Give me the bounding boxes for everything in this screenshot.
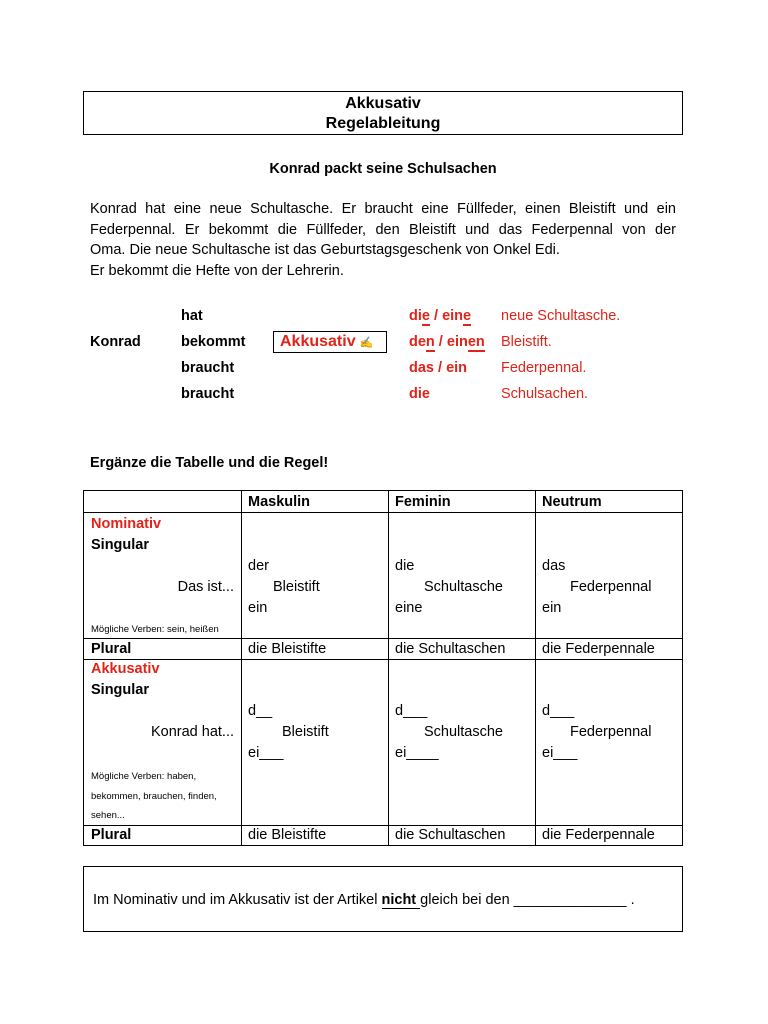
nominativ-singular-label: Singular xyxy=(91,537,150,553)
header-maskulin: Maskulin xyxy=(248,494,311,510)
example-article-2: den / einen xyxy=(409,334,485,350)
nom-plural-fem: die Schultaschen xyxy=(395,641,506,657)
akkusativ-label: Akkusativ xyxy=(91,661,160,677)
akk-mask-noun: Bleistift xyxy=(282,724,329,740)
header-feminin: Feminin xyxy=(395,494,451,510)
example-article-4: die xyxy=(409,386,430,402)
akkusativ-verbs-hint-3: sehen... xyxy=(91,810,125,821)
akk-plural-neut: die Federpennale xyxy=(542,827,655,843)
rule-box xyxy=(83,866,683,932)
example-object-4: Schulsachen. xyxy=(501,386,589,402)
nom-neut-def: das xyxy=(542,558,566,574)
nominativ-prompt: Das ist... xyxy=(177,579,234,595)
akk-fem-def-blank[interactable]: d___ xyxy=(395,703,428,719)
title-line-2: Regelableitung xyxy=(325,115,441,132)
nom-fem-noun: Schultasche xyxy=(424,579,503,595)
nom-plural-mask: die Bleistifte xyxy=(248,641,327,657)
example-subject: Konrad xyxy=(90,334,141,350)
nom-neut-indef: ein xyxy=(542,600,562,616)
akk-fem-noun: Schultasche xyxy=(424,724,503,740)
rule-text-before: Im Nominativ und im Akkusativ ist der Artikel xyxy=(93,892,382,908)
paragraph-line-1: Konrad hat eine neue Schultasche. Er braucht eine Füllfeder, einen Bleistift und ein xyxy=(90,201,676,217)
nom-mask-noun: Bleistift xyxy=(273,579,320,595)
example-article-3: das / ein xyxy=(409,360,468,376)
paragraph-line-2: Federpennal. Er bekommt die Füllfeder, den Bleistift und das Federpennal von der xyxy=(90,221,676,238)
akkusativ-label-box xyxy=(273,331,387,353)
subtitle: Konrad packt seine Schulsachen xyxy=(269,161,497,177)
paragraph-line-4: Er bekommt die Hefte von der Lehrerin. xyxy=(90,262,344,279)
title-box xyxy=(83,91,683,135)
nom-mask-indef: ein xyxy=(248,600,268,616)
akk-fem-indef-blank[interactable]: ei____ xyxy=(395,745,439,761)
example-article-1: die / eine xyxy=(409,308,472,324)
akkusativ-singular-label: Singular xyxy=(91,682,150,698)
akk-mask-indef-blank[interactable]: ei___ xyxy=(248,745,284,761)
akk-plural-label: Plural xyxy=(91,827,132,843)
akkusativ-verbs-hint-2: bekommen, brauchen, finden, xyxy=(91,791,217,802)
example-object-2: Bleistift. xyxy=(501,334,552,350)
example-object-3: Federpennal. xyxy=(501,360,587,376)
example-object-1: neue Schultasche. xyxy=(501,308,621,324)
nom-fem-indef: eine xyxy=(395,600,423,616)
akkusativ-verbs-hint-1: Mögliche Verben: haben, xyxy=(91,771,197,782)
nominativ-verbs-hint: Mögliche Verben: sein, heißen xyxy=(91,624,219,635)
example-verb-3: braucht xyxy=(181,360,235,376)
pen-icon: ✍ xyxy=(359,337,374,349)
nom-neut-noun: Federpennal xyxy=(570,579,652,595)
declension-table xyxy=(83,490,683,846)
nom-plural-label: Plural xyxy=(91,641,132,657)
example-verb-2: bekommt xyxy=(181,334,246,350)
example-verb-4: braucht xyxy=(181,386,235,402)
nom-plural-neut: die Federpennale xyxy=(542,641,655,657)
akk-mask-def-blank[interactable]: d__ xyxy=(248,703,273,719)
example-verb-1: hat xyxy=(181,308,203,324)
nom-fem-def: die xyxy=(395,558,415,574)
nom-mask-def: der xyxy=(248,558,269,574)
header-neutrum: Neutrum xyxy=(542,494,602,510)
akk-neut-noun: Federpennal xyxy=(570,724,652,740)
rule-emphasis: nicht xyxy=(381,892,421,908)
akkusativ-label: Akkusativ xyxy=(280,333,356,350)
akkusativ-prompt: Konrad hat... xyxy=(150,724,234,740)
akk-plural-mask: die Bleistifte xyxy=(248,827,327,843)
akk-neut-indef-blank[interactable]: ei___ xyxy=(542,745,578,761)
task-instruction: Ergänze die Tabelle und die Regel! xyxy=(90,455,329,471)
akk-plural-fem: die Schultaschen xyxy=(395,827,506,843)
paragraph-line-3: Oma. Die neue Schultasche ist das Geburtstagsgeschenk von Onkel Edi. xyxy=(90,242,560,258)
title-line-1: Akkusativ xyxy=(345,95,421,112)
rule-text-after-blank[interactable]: gleich bei den ______________ . xyxy=(420,892,635,908)
akk-neut-def-blank[interactable]: d___ xyxy=(542,703,575,719)
nominativ-label: Nominativ xyxy=(91,516,162,532)
story-paragraph xyxy=(90,199,676,281)
